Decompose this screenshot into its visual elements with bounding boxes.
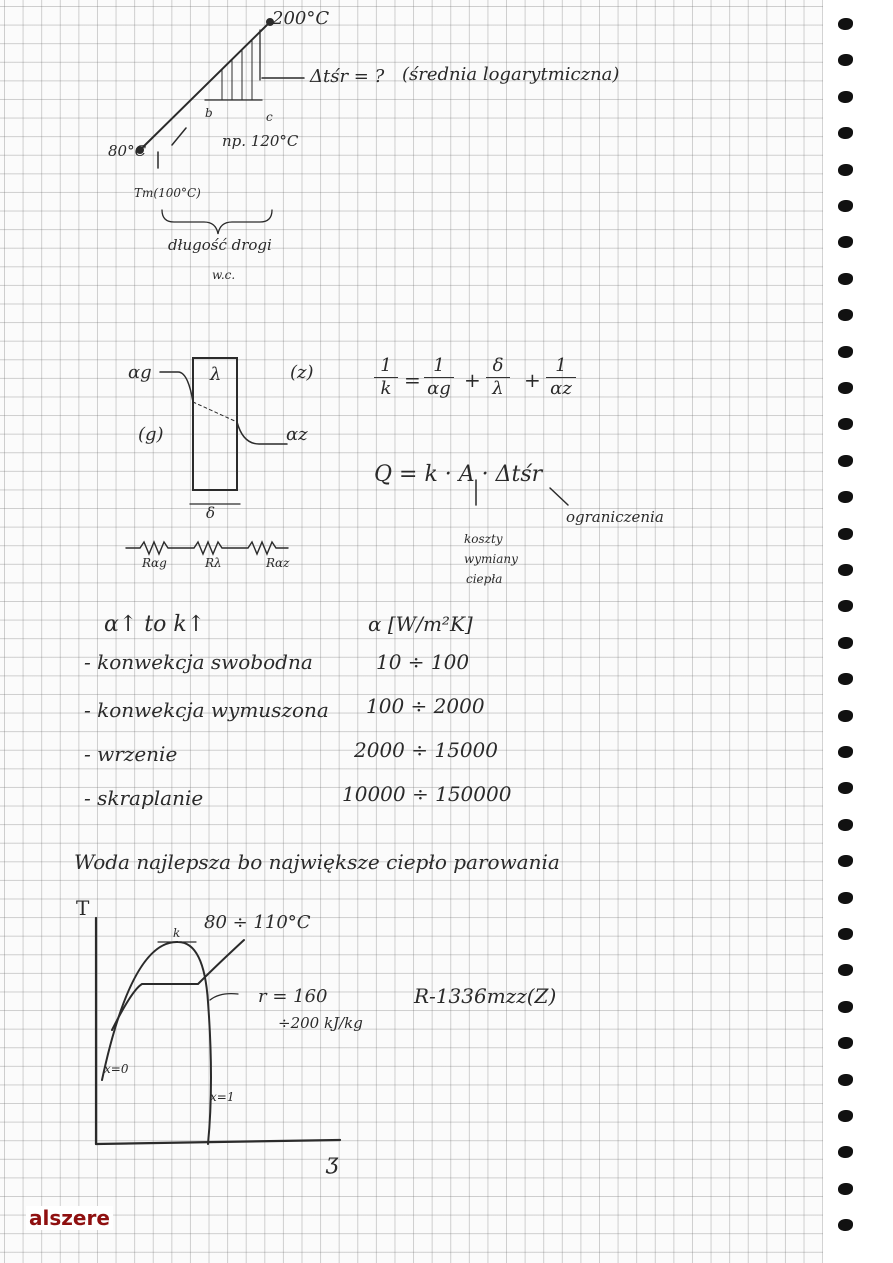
alpha-g-curve bbox=[160, 372, 193, 402]
resistor-chain bbox=[126, 542, 288, 554]
r-leader bbox=[210, 994, 238, 1000]
resistor-3: Rαz bbox=[266, 556, 290, 570]
alpha-z-label: αz bbox=[286, 424, 308, 445]
alpha-z-curve bbox=[237, 422, 287, 444]
t-axis-label: T bbox=[76, 896, 90, 920]
row-3-value: 2000 ÷ 15000 bbox=[354, 738, 498, 762]
row-3-label: - wrzenie bbox=[84, 742, 178, 766]
row-1-label: - konwekcja swobodna bbox=[84, 650, 313, 674]
dt-note: (średnia logarytmiczna) bbox=[402, 64, 620, 85]
row-4-value: 10000 ÷ 150000 bbox=[342, 782, 512, 806]
side-g: (g) bbox=[138, 424, 164, 445]
s-axis-label: ʒ bbox=[326, 1150, 339, 1175]
mid-temp: np. 120°C bbox=[222, 132, 299, 150]
q-equation: Q = k · A · Δtśr bbox=[374, 462, 543, 487]
cold-temp: 80°C bbox=[108, 142, 147, 160]
resistor-2: Rλ bbox=[205, 556, 222, 570]
frac-1-k: 1 k bbox=[374, 356, 398, 399]
point-c: c bbox=[266, 110, 273, 124]
length-brace bbox=[162, 210, 272, 234]
r-value: r = 160 bbox=[258, 986, 328, 1007]
alpha-g-label: αg bbox=[128, 362, 152, 383]
limit-arrow bbox=[550, 488, 568, 505]
eq-sign: = bbox=[404, 368, 421, 392]
row-2-label: - konwekcja wymuszona bbox=[84, 698, 329, 722]
row-4-label: - skraplanie bbox=[84, 786, 204, 810]
resistor-1: Rαg bbox=[142, 556, 167, 570]
temp-range: 80 ÷ 110°C bbox=[204, 912, 311, 933]
water-sentence: Woda najlepsza bo największe ciepło parowania bbox=[74, 850, 560, 874]
point-b: b bbox=[205, 106, 213, 120]
frac-1-alpha-z: 1 αz bbox=[546, 356, 576, 399]
r-range: ÷200 kJ/kg bbox=[278, 1014, 363, 1032]
row-2-value: 100 ÷ 2000 bbox=[366, 694, 485, 718]
temperature-line bbox=[140, 22, 270, 150]
dt-label: Δtśr = ? bbox=[310, 66, 385, 87]
limit-note: ograniczenia bbox=[566, 508, 664, 526]
length-label: długość drogi bbox=[168, 236, 272, 254]
plus-1: + bbox=[464, 368, 481, 392]
table-heading-right: α [W/m²K] bbox=[368, 612, 473, 636]
lambda-label: λ bbox=[210, 364, 222, 385]
plus-2: + bbox=[524, 368, 541, 392]
saturation-dome bbox=[102, 942, 211, 1144]
k-point-label: k bbox=[173, 926, 181, 940]
hot-temp: 200°C bbox=[272, 8, 330, 29]
x1-label: x=1 bbox=[210, 1090, 235, 1104]
refrigerant-name: R-1336mzz(Z) bbox=[414, 984, 557, 1008]
temp-dash bbox=[193, 402, 237, 422]
delta-label: δ bbox=[206, 504, 216, 522]
a-note-2: wymiany bbox=[464, 552, 518, 566]
x0-label: x=0 bbox=[104, 1062, 129, 1076]
a-note-3: ciepła bbox=[466, 572, 503, 586]
tm-arrow bbox=[172, 128, 186, 145]
table-heading-left: α↑ to k↑ bbox=[104, 612, 206, 637]
s-axis bbox=[96, 1140, 340, 1144]
a-note-1: koszty bbox=[464, 532, 503, 546]
row-1-value: 10 ÷ 100 bbox=[376, 650, 470, 674]
side-z: (z) bbox=[290, 362, 314, 383]
watermark-logo: alszere bbox=[26, 1206, 113, 1230]
frac-1-alpha-g: 1 αg bbox=[424, 356, 454, 399]
length-unit: w.c. bbox=[212, 268, 236, 282]
mean-temp: Tm(100°C) bbox=[134, 186, 201, 200]
frac-delta-lambda: δ λ bbox=[486, 356, 510, 399]
